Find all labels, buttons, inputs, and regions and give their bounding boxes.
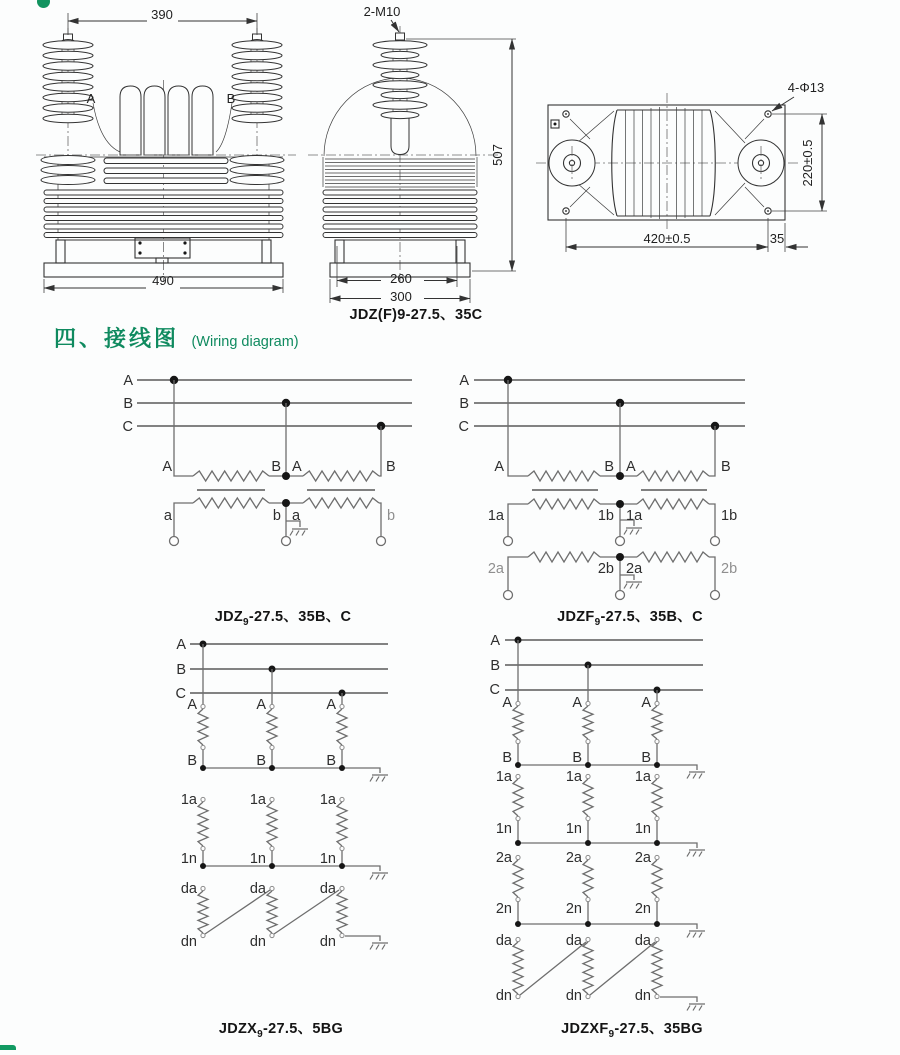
winding-label: A [641, 695, 651, 711]
winding-label: dn [319, 934, 336, 950]
winding-label: 1a [487, 508, 504, 524]
winding-label: 1n [634, 821, 651, 837]
winding-label: 1b [597, 508, 614, 524]
bus-label: C [122, 419, 133, 435]
winding-label: B [187, 753, 197, 769]
winding-label: 1a [634, 769, 651, 785]
winding-label: b [272, 508, 281, 524]
dim-490: 490 [152, 273, 174, 288]
primary-winding [513, 706, 523, 739]
secondary1-winding [652, 779, 662, 816]
winding-label: B [721, 459, 731, 475]
winding-label: 2a [495, 850, 512, 866]
bus-label: B [490, 658, 500, 674]
secondary-winding [267, 802, 277, 846]
winding-label: A [494, 459, 504, 475]
winding-label: 2b [721, 561, 738, 577]
diagram1-caption [133, 605, 433, 628]
diagram3-caption [131, 1017, 431, 1040]
winding-label: B [502, 750, 512, 766]
primary-winding [637, 471, 709, 481]
terminal [711, 537, 720, 546]
secondary2-winding [583, 860, 593, 897]
bus-lines [137, 380, 412, 426]
winding-label: A [626, 459, 636, 475]
winding-label: A [292, 459, 302, 475]
bus-label: A [459, 373, 469, 389]
caption-subscript: 9 [608, 1028, 615, 1040]
winding-label: dn [495, 988, 512, 1004]
ground-symbol [687, 1004, 705, 1011]
winding-label: A [256, 697, 266, 713]
bus-label: B [123, 396, 133, 412]
winding-label: 1b [721, 508, 738, 524]
wiring-diagram-jdzxf9 [490, 633, 705, 1011]
caption-text: JDZXF [561, 1021, 609, 1037]
winding-label: 2b [597, 561, 614, 577]
ground-symbol [687, 772, 705, 779]
caption-subscript: 9 [243, 616, 249, 628]
winding-label: dn [634, 988, 651, 1004]
winding-label: b [387, 508, 396, 524]
winding-label: B [386, 459, 396, 475]
aux-winding [513, 942, 523, 994]
winding-label: 1n [319, 851, 336, 867]
primary-winding [193, 471, 269, 481]
winding-label: 1n [249, 851, 266, 867]
front-label-b: B [226, 91, 236, 106]
section-header [54, 322, 299, 353]
winding-label: 2a [626, 561, 643, 577]
secondary1-winding [528, 499, 600, 509]
aux-winding [337, 891, 347, 933]
caption-text: -27.5、35B、C [600, 609, 703, 625]
winding-label: 1a [180, 792, 197, 808]
outline-caption [266, 303, 566, 324]
secondary-winding [193, 498, 269, 508]
caption-text: JDZX [218, 1021, 258, 1037]
winding-label: 1a [626, 508, 643, 524]
outline-caption-text: JDZ(F)9-27.5、35C [349, 307, 483, 323]
winding-label: a [292, 508, 301, 524]
winding-label: 1n [565, 821, 582, 837]
winding-label: da [495, 933, 512, 949]
ground-symbol [687, 850, 705, 857]
terminal [170, 537, 179, 546]
ground-symbol [687, 931, 705, 938]
secondary-winding [198, 802, 208, 846]
bus-lines [190, 644, 388, 693]
primary-winding [528, 471, 600, 481]
winding-label: da [319, 881, 336, 897]
winding-label: dn [565, 988, 582, 1004]
primary-winding [303, 471, 379, 481]
ground-symbol [370, 775, 388, 782]
winding-label: 2a [634, 850, 651, 866]
winding-label: B [572, 750, 582, 766]
winding-label: 2n [495, 901, 512, 917]
label-2-m10: 2-M10 [363, 4, 401, 19]
secondary-winding [303, 498, 379, 508]
ground-symbol [370, 943, 388, 950]
dim-35: 35 [769, 231, 785, 246]
terminal [504, 591, 513, 600]
ground-symbol [624, 528, 642, 535]
front-insulator-b [230, 34, 284, 185]
dim-507: 507 [490, 144, 505, 166]
terminal [282, 537, 291, 546]
winding-label: 2a [487, 561, 504, 577]
secondary1-winding [583, 779, 593, 816]
winding-label: A [187, 697, 197, 713]
winding-label: A [502, 695, 512, 711]
winding-label: B [256, 753, 266, 769]
secondary2-winding [637, 552, 709, 562]
aux-winding [267, 891, 277, 933]
aux-winding [583, 942, 593, 994]
dim-420: 420±0.5 [643, 231, 691, 246]
winding-label: B [326, 753, 336, 769]
winding-label: dn [249, 934, 266, 950]
winding-label: 1n [180, 851, 197, 867]
bus-label: C [489, 682, 500, 698]
section-title-english: (Wiring diagram) [191, 334, 299, 350]
secondary-winding [337, 802, 347, 846]
bus-label: A [176, 637, 186, 653]
winding-label: B [271, 459, 281, 475]
bus-label: B [459, 396, 469, 412]
aux-winding [198, 891, 208, 933]
side-view-drawing [308, 4, 516, 304]
winding-label: 2a [565, 850, 582, 866]
terminal [616, 591, 625, 600]
front-insulator-a [41, 34, 95, 185]
caption-subscript: 9 [257, 1028, 264, 1040]
section-title-chinese: 四、接线图 [54, 326, 180, 351]
winding-label: 2n [565, 901, 582, 917]
winding-label: 1a [319, 792, 336, 808]
winding-label: dn [180, 934, 197, 950]
winding-label: da [249, 881, 266, 897]
page-corner-mark [0, 1045, 16, 1050]
bus-label: B [176, 662, 186, 678]
diagram2-caption [480, 605, 780, 628]
winding-label: a [163, 508, 172, 524]
winding-label: da [565, 933, 582, 949]
terminal [377, 537, 386, 546]
primary-winding [267, 709, 277, 745]
winding-label: 2n [634, 901, 651, 917]
dim-220: 220±0.5 [800, 139, 815, 187]
caption-text: JDZF [557, 609, 595, 625]
terminal [711, 591, 720, 600]
caption-text: -27.5、5BG [263, 1021, 344, 1037]
ground-symbol [624, 582, 642, 589]
winding-label: 1n [495, 821, 512, 837]
ground-symbol [290, 529, 308, 536]
winding-label: 1a [249, 792, 266, 808]
wiring-diagram-jdz9 [123, 373, 412, 546]
caption-subscript: 9 [594, 616, 601, 628]
primary-winding [652, 706, 662, 739]
winding-label: A [326, 697, 336, 713]
winding-label: da [634, 933, 651, 949]
terminal [504, 537, 513, 546]
primary-winding [337, 709, 347, 745]
caption-text: JDZ [214, 609, 243, 625]
wiring-diagram-jdzx9 [176, 637, 388, 950]
secondary2-winding [513, 860, 523, 897]
winding-label: B [641, 750, 651, 766]
bus-label: C [175, 686, 186, 702]
bus-lines [505, 640, 703, 690]
diagram4-caption [482, 1017, 782, 1040]
primary-winding [198, 709, 208, 745]
winding-label: da [180, 881, 197, 897]
top-view-drawing [536, 80, 827, 252]
bus-label: C [458, 419, 469, 435]
label-4-phi13: 4-Φ13 [787, 80, 825, 95]
caption-text: -27.5、35B、C [248, 609, 352, 625]
front-label-a: A [86, 91, 96, 106]
bus-lines [474, 380, 745, 426]
front-view-drawing [36, 7, 296, 293]
winding-label: 1a [565, 769, 582, 785]
secondary2-winding [528, 552, 600, 562]
wiring-diagram-jdzf9 [459, 373, 745, 600]
primary-winding [583, 706, 593, 739]
terminal [616, 537, 625, 546]
secondary1-winding [637, 499, 709, 509]
dim-390: 390 [151, 7, 173, 22]
ground-symbol [370, 873, 388, 880]
secondary1-winding [513, 779, 523, 816]
caption-text: -27.5、35BG [614, 1021, 703, 1037]
bus-label: A [490, 633, 500, 649]
dim-260: 260 [390, 271, 412, 286]
winding-label: B [604, 459, 614, 475]
bus-label: A [123, 373, 133, 389]
dim-300: 300 [390, 289, 412, 304]
winding-label: A [162, 459, 172, 475]
winding-label: A [572, 695, 582, 711]
winding-label: 1a [495, 769, 512, 785]
aux-winding [652, 942, 662, 994]
secondary2-winding [652, 860, 662, 897]
